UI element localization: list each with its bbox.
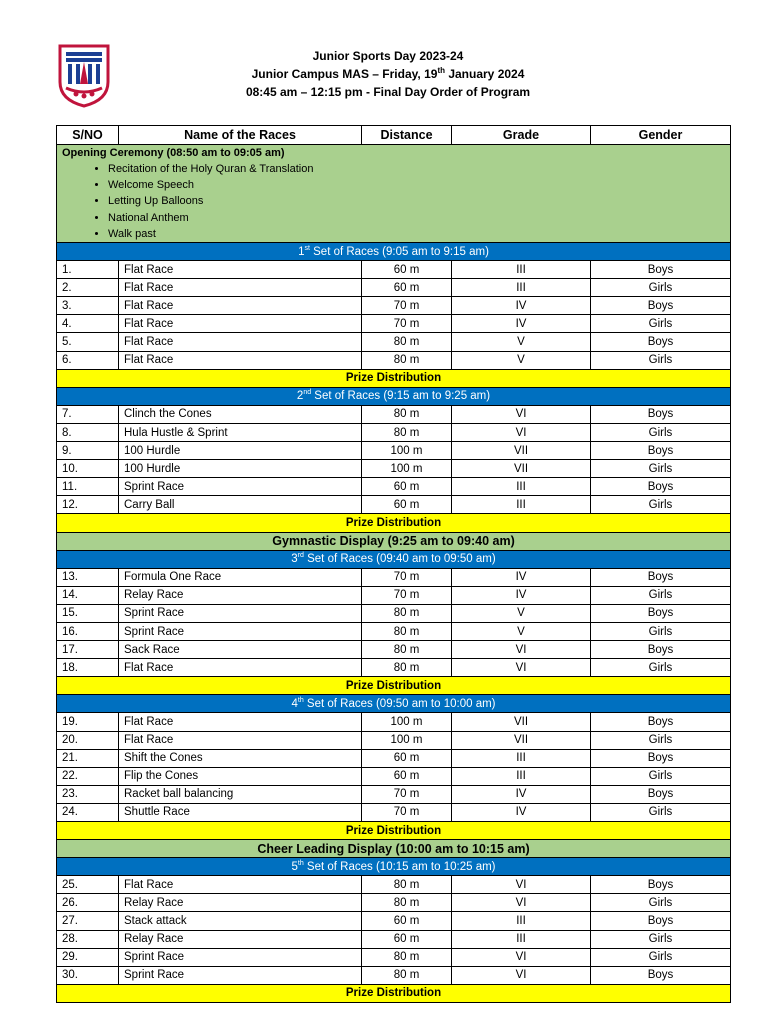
race-distance: 70 m bbox=[362, 785, 452, 803]
ceremony-item: • National Anthem bbox=[108, 210, 725, 226]
race-distance: 80 m bbox=[362, 966, 452, 984]
race-grade: VI bbox=[452, 405, 591, 423]
race-grade: VII bbox=[452, 731, 591, 749]
race-distance: 60 m bbox=[362, 279, 452, 297]
race-row bbox=[57, 659, 731, 677]
race-grade: III bbox=[452, 261, 591, 279]
race-row bbox=[57, 423, 731, 441]
table-header-row bbox=[57, 126, 731, 145]
section-header bbox=[57, 695, 731, 713]
col-header-gender: Gender bbox=[591, 126, 731, 145]
race-grade: VI bbox=[452, 876, 591, 894]
section-header-row bbox=[57, 387, 731, 405]
section-ordinal: th bbox=[297, 697, 304, 705]
race-gender: Girls bbox=[591, 586, 731, 604]
race-distance: 80 m bbox=[362, 894, 452, 912]
prize-distribution-row bbox=[57, 514, 731, 532]
race-distance: 80 m bbox=[362, 423, 452, 441]
section-header-row bbox=[57, 550, 731, 568]
ceremony-item: • Recitation of the Holy Quran & Translation bbox=[108, 161, 725, 177]
race-name: Flat Race bbox=[119, 261, 362, 279]
race-distance: 80 m bbox=[362, 333, 452, 351]
gymnastic-display-label: Gymnastic Display (9:25 am to 09:40 am) bbox=[57, 532, 731, 550]
race-sno: 22. bbox=[57, 767, 119, 785]
race-grade: III bbox=[452, 749, 591, 767]
race-gender: Boys bbox=[591, 785, 731, 803]
race-distance: 100 m bbox=[362, 442, 452, 460]
race-name: Flat Race bbox=[119, 333, 362, 351]
prize-distribution-row bbox=[57, 369, 731, 387]
race-sno: 11. bbox=[57, 478, 119, 496]
race-gender: Boys bbox=[591, 442, 731, 460]
prize-distribution-label: Prize Distribution bbox=[57, 984, 731, 1002]
ceremony-item: • Letting Up Balloons bbox=[108, 193, 725, 209]
race-gender: Girls bbox=[591, 423, 731, 441]
race-gender: Girls bbox=[591, 279, 731, 297]
race-sno: 20. bbox=[57, 731, 119, 749]
section-header-row bbox=[57, 243, 731, 261]
race-distance: 60 m bbox=[362, 478, 452, 496]
race-name: Relay Race bbox=[119, 586, 362, 604]
race-row bbox=[57, 803, 731, 821]
race-name: Flat Race bbox=[119, 876, 362, 894]
race-grade: IV bbox=[452, 568, 591, 586]
race-gender: Girls bbox=[591, 659, 731, 677]
race-gender: Girls bbox=[591, 351, 731, 369]
race-distance: 60 m bbox=[362, 496, 452, 514]
section-title: Set of Races (10:15 am to 10:25 am) bbox=[303, 860, 496, 873]
race-grade: VII bbox=[452, 460, 591, 478]
race-distance: 60 m bbox=[362, 261, 452, 279]
race-gender: Boys bbox=[591, 568, 731, 586]
race-row bbox=[57, 333, 731, 351]
ceremony-item: • Walk past bbox=[108, 226, 725, 242]
race-name: Relay Race bbox=[119, 894, 362, 912]
section-title: Set of Races (9:15 am to 9:25 am) bbox=[311, 390, 491, 403]
race-grade: VII bbox=[452, 713, 591, 731]
race-grade: III bbox=[452, 912, 591, 930]
section-header bbox=[57, 550, 731, 568]
race-row bbox=[57, 912, 731, 930]
race-sno: 26. bbox=[57, 894, 119, 912]
race-distance: 70 m bbox=[362, 297, 452, 315]
race-sno: 9. bbox=[57, 442, 119, 460]
race-sno: 16. bbox=[57, 622, 119, 640]
race-name: 100 Hurdle bbox=[119, 460, 362, 478]
race-sno: 17. bbox=[57, 641, 119, 659]
race-name: Carry Ball bbox=[119, 496, 362, 514]
prize-distribution-label: Prize Distribution bbox=[57, 822, 731, 840]
opening-ceremony-title: Opening Ceremony (08:50 am to 09:05 am) bbox=[62, 147, 285, 159]
race-distance: 80 m bbox=[362, 405, 452, 423]
race-row bbox=[57, 713, 731, 731]
race-gender: Boys bbox=[591, 261, 731, 279]
race-grade: V bbox=[452, 622, 591, 640]
opening-ceremony-row bbox=[57, 145, 731, 243]
race-row bbox=[57, 460, 731, 478]
race-gender: Boys bbox=[591, 912, 731, 930]
section-header bbox=[57, 858, 731, 876]
race-name: Flat Race bbox=[119, 351, 362, 369]
race-name: 100 Hurdle bbox=[119, 442, 362, 460]
race-distance: 70 m bbox=[362, 315, 452, 333]
race-row bbox=[57, 351, 731, 369]
race-gender: Girls bbox=[591, 948, 731, 966]
race-sno: 12. bbox=[57, 496, 119, 514]
race-row bbox=[57, 315, 731, 333]
race-sno: 3. bbox=[57, 297, 119, 315]
race-gender: Boys bbox=[591, 405, 731, 423]
race-name: Flat Race bbox=[119, 315, 362, 333]
race-sno: 18. bbox=[57, 659, 119, 677]
col-header-distance: Distance bbox=[362, 126, 452, 145]
date-ordinal: th bbox=[437, 66, 445, 75]
race-distance: 70 m bbox=[362, 586, 452, 604]
race-name: Sprint Race bbox=[119, 966, 362, 984]
race-grade: III bbox=[452, 496, 591, 514]
race-row bbox=[57, 478, 731, 496]
race-sno: 24. bbox=[57, 803, 119, 821]
section-number: 3 bbox=[291, 553, 298, 566]
race-gender: Girls bbox=[591, 803, 731, 821]
section-ordinal: rd bbox=[297, 552, 304, 560]
event-title: Junior Sports Day 2023-24 bbox=[312, 49, 464, 63]
section-number: 2 bbox=[296, 390, 304, 403]
venue-date-text: Junior Campus MAS – Friday, 19 bbox=[251, 67, 438, 81]
race-row bbox=[57, 279, 731, 297]
race-sno: 7. bbox=[57, 405, 119, 423]
race-row bbox=[57, 496, 731, 514]
race-gender: Girls bbox=[591, 460, 731, 478]
prize-distribution-row bbox=[57, 822, 731, 840]
race-grade: V bbox=[452, 604, 591, 622]
race-gender: Girls bbox=[591, 315, 731, 333]
race-name: Flat Race bbox=[119, 279, 362, 297]
race-row bbox=[57, 731, 731, 749]
race-distance: 80 m bbox=[362, 351, 452, 369]
race-row bbox=[57, 405, 731, 423]
document-header bbox=[120, 47, 656, 101]
race-distance: 60 m bbox=[362, 930, 452, 948]
race-distance: 100 m bbox=[362, 460, 452, 478]
race-row bbox=[57, 767, 731, 785]
section-header-row bbox=[57, 858, 731, 876]
race-distance: 100 m bbox=[362, 713, 452, 731]
race-sno: 30. bbox=[57, 966, 119, 984]
race-sno: 10. bbox=[57, 460, 119, 478]
race-row bbox=[57, 948, 731, 966]
race-sno: 6. bbox=[57, 351, 119, 369]
race-grade: III bbox=[452, 767, 591, 785]
race-grade: IV bbox=[452, 785, 591, 803]
race-row bbox=[57, 894, 731, 912]
race-row bbox=[57, 622, 731, 640]
ceremony-item: • Welcome Speech bbox=[108, 177, 725, 193]
race-grade: VII bbox=[452, 442, 591, 460]
race-grade: IV bbox=[452, 803, 591, 821]
race-name: Relay Race bbox=[119, 930, 362, 948]
race-name: Sack Race bbox=[119, 641, 362, 659]
race-gender: Boys bbox=[591, 333, 731, 351]
prize-distribution-row bbox=[57, 677, 731, 695]
section-title: Set of Races (9:05 am to 9:15 am) bbox=[309, 245, 489, 258]
race-row bbox=[57, 568, 731, 586]
race-name: Sprint Race bbox=[119, 604, 362, 622]
race-gender: Girls bbox=[591, 622, 731, 640]
race-sno: 5. bbox=[57, 333, 119, 351]
prize-distribution-row bbox=[57, 984, 731, 1002]
race-gender: Girls bbox=[591, 894, 731, 912]
race-sno: 29. bbox=[57, 948, 119, 966]
section-title: Set of Races (09:40 am to 09:50 am) bbox=[303, 553, 496, 566]
race-row bbox=[57, 966, 731, 984]
race-gender: Boys bbox=[591, 749, 731, 767]
race-row bbox=[57, 785, 731, 803]
race-grade: IV bbox=[452, 586, 591, 604]
section-number: 1 bbox=[298, 245, 305, 258]
race-name: Flat Race bbox=[119, 731, 362, 749]
race-sno: 2. bbox=[57, 279, 119, 297]
race-name: Sprint Race bbox=[119, 948, 362, 966]
race-gender: Girls bbox=[591, 731, 731, 749]
race-sno: 1. bbox=[57, 261, 119, 279]
section-ordinal: st bbox=[304, 244, 310, 252]
section-ordinal: th bbox=[297, 859, 304, 867]
race-sno: 23. bbox=[57, 785, 119, 803]
race-gender: Boys bbox=[591, 876, 731, 894]
race-grade: VI bbox=[452, 641, 591, 659]
race-distance: 80 m bbox=[362, 641, 452, 659]
race-name: Flat Race bbox=[119, 659, 362, 677]
race-sno: 14. bbox=[57, 586, 119, 604]
race-distance: 80 m bbox=[362, 659, 452, 677]
race-sno: 28. bbox=[57, 930, 119, 948]
race-distance: 70 m bbox=[362, 803, 452, 821]
section-header bbox=[57, 243, 731, 261]
gymnastic-display-row bbox=[57, 532, 731, 550]
race-distance: 80 m bbox=[362, 622, 452, 640]
race-row bbox=[57, 586, 731, 604]
race-gender: Boys bbox=[591, 478, 731, 496]
race-grade: III bbox=[452, 279, 591, 297]
race-gender: Girls bbox=[591, 496, 731, 514]
race-name: Sprint Race bbox=[119, 478, 362, 496]
race-name: Flat Race bbox=[119, 297, 362, 315]
race-gender: Girls bbox=[591, 767, 731, 785]
race-row bbox=[57, 261, 731, 279]
race-sno: 8. bbox=[57, 423, 119, 441]
school-logo bbox=[56, 44, 112, 108]
race-grade: IV bbox=[452, 315, 591, 333]
race-name: Shuttle Race bbox=[119, 803, 362, 821]
race-name: Clinch the Cones bbox=[119, 405, 362, 423]
race-row bbox=[57, 749, 731, 767]
program-table bbox=[56, 125, 731, 1003]
race-grade: V bbox=[452, 351, 591, 369]
section-number: 4 bbox=[291, 697, 298, 710]
prize-distribution-label: Prize Distribution bbox=[57, 514, 731, 532]
race-distance: 100 m bbox=[362, 731, 452, 749]
race-distance: 70 m bbox=[362, 568, 452, 586]
event-time: 08:45 am – 12:15 pm - Final Day Order of Program bbox=[245, 85, 531, 99]
race-name: Sprint Race bbox=[119, 622, 362, 640]
cheer-display-label: Cheer Leading Display (10:00 am to 10:15 am) bbox=[57, 840, 731, 858]
race-row bbox=[57, 930, 731, 948]
race-distance: 60 m bbox=[362, 767, 452, 785]
section-title: Set of Races (09:50 am to 10:00 am) bbox=[303, 697, 496, 710]
race-distance: 80 m bbox=[362, 604, 452, 622]
race-row bbox=[57, 641, 731, 659]
race-grade: VI bbox=[452, 966, 591, 984]
venue-date-month: January 2024 bbox=[445, 67, 525, 81]
race-grade: VI bbox=[452, 948, 591, 966]
cheer-display-row bbox=[57, 840, 731, 858]
race-grade: V bbox=[452, 333, 591, 351]
race-gender: Boys bbox=[591, 641, 731, 659]
col-header-grade: Grade bbox=[452, 126, 591, 145]
race-sno: 19. bbox=[57, 713, 119, 731]
section-number: 5 bbox=[291, 860, 298, 873]
race-row bbox=[57, 297, 731, 315]
race-sno: 13. bbox=[57, 568, 119, 586]
opening-ceremony-cell bbox=[57, 145, 731, 243]
prize-distribution-label: Prize Distribution bbox=[57, 369, 731, 387]
race-grade: IV bbox=[452, 297, 591, 315]
race-grade: VI bbox=[452, 659, 591, 677]
col-header-sno: S/NO bbox=[57, 126, 119, 145]
race-row bbox=[57, 442, 731, 460]
section-ordinal: nd bbox=[303, 389, 312, 397]
race-name: Shift the Cones bbox=[119, 749, 362, 767]
ceremony-list bbox=[62, 161, 725, 242]
race-distance: 60 m bbox=[362, 749, 452, 767]
race-name: Flip the Cones bbox=[119, 767, 362, 785]
race-gender: Boys bbox=[591, 604, 731, 622]
race-sno: 4. bbox=[57, 315, 119, 333]
race-sno: 25. bbox=[57, 876, 119, 894]
race-sno: 27. bbox=[57, 912, 119, 930]
race-name: Racket ball balancing bbox=[119, 785, 362, 803]
race-name: Formula One Race bbox=[119, 568, 362, 586]
section-header-row bbox=[57, 695, 731, 713]
race-grade: VI bbox=[452, 894, 591, 912]
race-grade: VI bbox=[452, 423, 591, 441]
race-name: Hula Hustle & Sprint bbox=[119, 423, 362, 441]
race-gender: Girls bbox=[591, 930, 731, 948]
race-distance: 60 m bbox=[362, 912, 452, 930]
race-row bbox=[57, 604, 731, 622]
race-gender: Boys bbox=[591, 713, 731, 731]
event-venue-date bbox=[120, 65, 656, 83]
race-distance: 80 m bbox=[362, 948, 452, 966]
prize-distribution-label: Prize Distribution bbox=[57, 677, 731, 695]
race-sno: 21. bbox=[57, 749, 119, 767]
race-grade: III bbox=[452, 930, 591, 948]
race-name: Stack attack bbox=[119, 912, 362, 930]
race-sno: 15. bbox=[57, 604, 119, 622]
race-gender: Boys bbox=[591, 297, 731, 315]
race-gender: Boys bbox=[591, 966, 731, 984]
race-row bbox=[57, 876, 731, 894]
race-distance: 80 m bbox=[362, 876, 452, 894]
section-header bbox=[57, 387, 731, 405]
race-grade: III bbox=[452, 478, 591, 496]
col-header-race-name: Name of the Races bbox=[119, 126, 362, 145]
race-name: Flat Race bbox=[119, 713, 362, 731]
